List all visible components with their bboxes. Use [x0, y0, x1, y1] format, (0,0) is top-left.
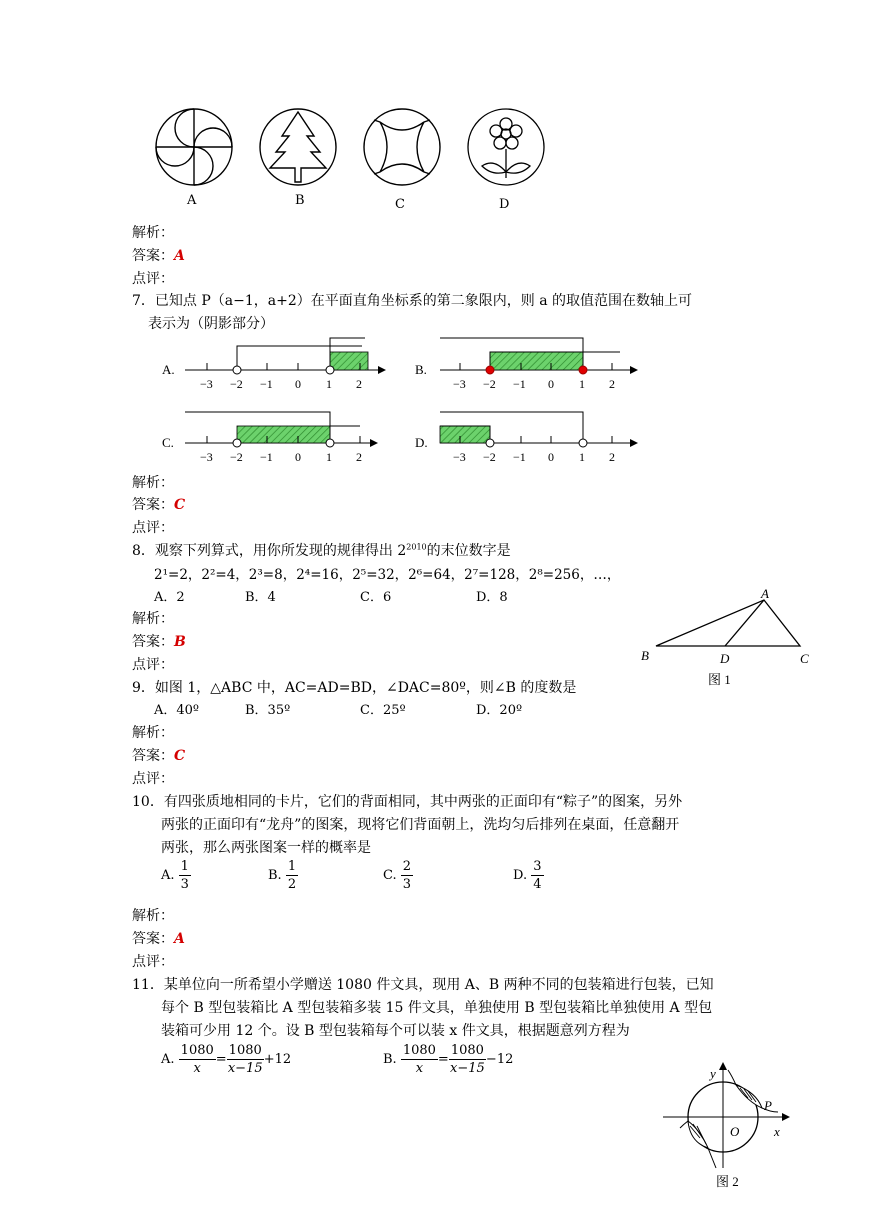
q10-answer: A	[174, 931, 185, 947]
svg-text:0: 0	[295, 377, 301, 391]
q7-number-lines	[150, 330, 650, 470]
q7-answer: C	[174, 497, 186, 513]
figure-label-a: A	[187, 193, 197, 208]
fig1-vertex-a: A	[761, 586, 769, 601]
svg-text:−3: −3	[200, 450, 213, 464]
figure-c-curved-square	[364, 109, 440, 185]
figure-2-circle-axes	[660, 1058, 800, 1198]
q10-stem-line2: 两张的正面印有“龙舟”的图案，现将它们背面朝上，洗均匀后排列在桌面，任意翻开	[161, 817, 680, 833]
svg-text:−1: −1	[260, 377, 273, 391]
svg-text:−1: −1	[513, 377, 526, 391]
q10-comment-label: 点评：	[132, 954, 174, 970]
q10-stem-line1: 10．有四张质地相同的卡片，它们的背面相同，其中两张的正面印有“粽子”的图案，另外	[132, 794, 683, 810]
q6-figure-row	[140, 100, 560, 215]
svg-text:−3: −3	[453, 450, 466, 464]
svg-text:1: 1	[579, 450, 585, 464]
svg-text:0: 0	[295, 450, 301, 464]
q8-option-b: B．4	[245, 590, 276, 605]
svg-text:2: 2	[609, 377, 615, 391]
svg-text:0: 0	[548, 450, 554, 464]
q11-option-b: B. $\frac{1080}{x}$ = $\frac{1080}{x-15}$ −12	[383, 1043, 514, 1076]
q10-analysis-label: 解析：	[132, 908, 174, 924]
svg-text:1: 1	[579, 377, 585, 391]
svg-text:2: 2	[609, 450, 615, 464]
q10-stem-line3: 两张，那么两张图案一样的概率是	[161, 840, 371, 856]
q8-analysis-label: 解析：	[132, 611, 174, 627]
q10-option-d: D. $\frac{3}{4}$	[513, 859, 542, 892]
q8-answer-label: 答案：	[132, 634, 174, 650]
q6-comment-label: 点评：	[132, 271, 174, 287]
q8-answer: B	[174, 634, 186, 650]
q8-stem-line2: 2¹=2，2²=4，2³=8，2⁴=16，2⁵=32，2⁶=64，2⁷=128，2⁸=256，…，	[154, 567, 621, 583]
q7-stem-line2: 表示为（阴影部分）	[148, 316, 274, 332]
q9-answer: C	[174, 748, 186, 764]
figure-label-c: C	[395, 197, 405, 212]
svg-text:1: 1	[326, 377, 332, 391]
q8-option-c: C．6	[360, 590, 392, 605]
figure-b-tree	[260, 109, 336, 185]
q8-option-a: A．2	[154, 590, 185, 605]
svg-text:1: 1	[326, 450, 332, 464]
q7-analysis-label: 解析：	[132, 475, 174, 491]
svg-text:−1: −1	[260, 450, 273, 464]
q11-stem-line3: 装箱可少用 12 个。设 B 型包装箱每个可以装 x 件文具，根据题意列方程为	[161, 1023, 630, 1039]
q9-answer-row	[132, 745, 185, 765]
fig2-caption: 图 2	[716, 1174, 739, 1189]
q7-comment-label: 点评：	[132, 520, 174, 536]
svg-text:−2: −2	[483, 377, 496, 391]
q6-analysis-label: 解析：	[132, 225, 174, 241]
fig2-label-o: O	[730, 1124, 740, 1139]
svg-text:−2: −2	[230, 450, 243, 464]
svg-text:−3: −3	[453, 377, 466, 391]
q6-answer-label: 答案：	[132, 248, 174, 264]
svg-text:0: 0	[548, 377, 554, 391]
svg-text:−1: −1	[513, 450, 526, 464]
q9-stem: 9．如图 1，△ABC 中，AC=AD=BD，∠DAC=80º，则∠B 的度数是	[132, 680, 577, 696]
fig1-vertex-c: C	[800, 651, 809, 666]
q7-option-d-label: D.	[415, 435, 428, 450]
fig1-caption: 图 1	[708, 672, 731, 687]
q10-option-b: B. $\frac{1}{2}$	[268, 859, 297, 892]
figure-label-d: D	[499, 197, 510, 212]
svg-text:−3: −3	[200, 377, 213, 391]
q11-stem-line2: 每个 B 型包装箱比 A 型包装箱多装 15 件文具，单独使用 B 型包装箱比单独使用 A 型包	[161, 1000, 713, 1016]
q9-option-b: B．35º	[245, 703, 291, 718]
q8-answer-row	[132, 631, 186, 651]
q10-option-c: C. $\frac{2}{3}$	[383, 859, 412, 892]
q9-option-a: A．40º	[154, 703, 200, 718]
q8-stem-line1: 8．观察下列算式，用你所发现的规律得出 $2^{2010}$的末位数字是	[132, 542, 511, 559]
fig2-label-p: P	[764, 1098, 772, 1113]
q8-exponent: 2010	[406, 542, 427, 552]
q7-option-c-axis	[162, 412, 378, 464]
q8-option-d: D．8	[476, 590, 508, 605]
q9-option-c: C．25º	[360, 703, 406, 718]
figure-a-pinwheel	[156, 109, 232, 185]
q7-option-b-label: B.	[415, 362, 427, 377]
q11-option-a: A. $\frac{1080}{x}$ = $\frac{1080}{x-15}$ +12	[161, 1043, 292, 1076]
q7-option-a-axis	[162, 338, 386, 391]
q9-comment-label: 点评：	[132, 771, 174, 787]
q7-option-a-label: A.	[162, 362, 175, 377]
q7-option-b-axis	[415, 338, 638, 391]
figure-1-triangle	[638, 584, 818, 694]
fig1-vertex-b: B	[641, 648, 649, 663]
svg-text:2: 2	[356, 377, 362, 391]
q9-answer-label: 答案：	[132, 748, 174, 764]
svg-text:2: 2	[356, 450, 362, 464]
q7-stem-line1: 7．已知点 P（a−1，a+2）在平面直角坐标系的第二象限内，则 a 的取值范围在数轴上可	[132, 293, 692, 309]
q10-option-a: A. $\frac{1}{3}$	[161, 859, 189, 892]
q10-answer-row	[132, 928, 185, 948]
q9-analysis-label: 解析：	[132, 725, 174, 741]
fig2-label-y: y	[710, 1066, 716, 1081]
q7-option-d-axis	[415, 412, 638, 464]
q11-stem-line1: 11．某单位向一所希望小学赠送 1080 件文具，现用 A、B 两种不同的包装箱进行包装，已知	[132, 977, 714, 993]
q6-answer-row	[132, 245, 185, 265]
q7-answer-row	[132, 494, 185, 514]
figure-d-flower	[468, 109, 544, 185]
fig2-label-x: x	[774, 1124, 780, 1139]
svg-text:−2: −2	[230, 377, 243, 391]
q7-option-c-label: C.	[162, 435, 174, 450]
figure-label-b: B	[295, 193, 305, 208]
q9-option-d: D．20º	[476, 703, 523, 718]
q10-answer-label: 答案：	[132, 931, 174, 947]
q7-answer-label: 答案：	[132, 497, 174, 513]
svg-text:−2: −2	[483, 450, 496, 464]
q6-answer: A	[174, 248, 185, 264]
q8-comment-label: 点评：	[132, 657, 174, 673]
fig1-vertex-d: D	[720, 651, 730, 666]
